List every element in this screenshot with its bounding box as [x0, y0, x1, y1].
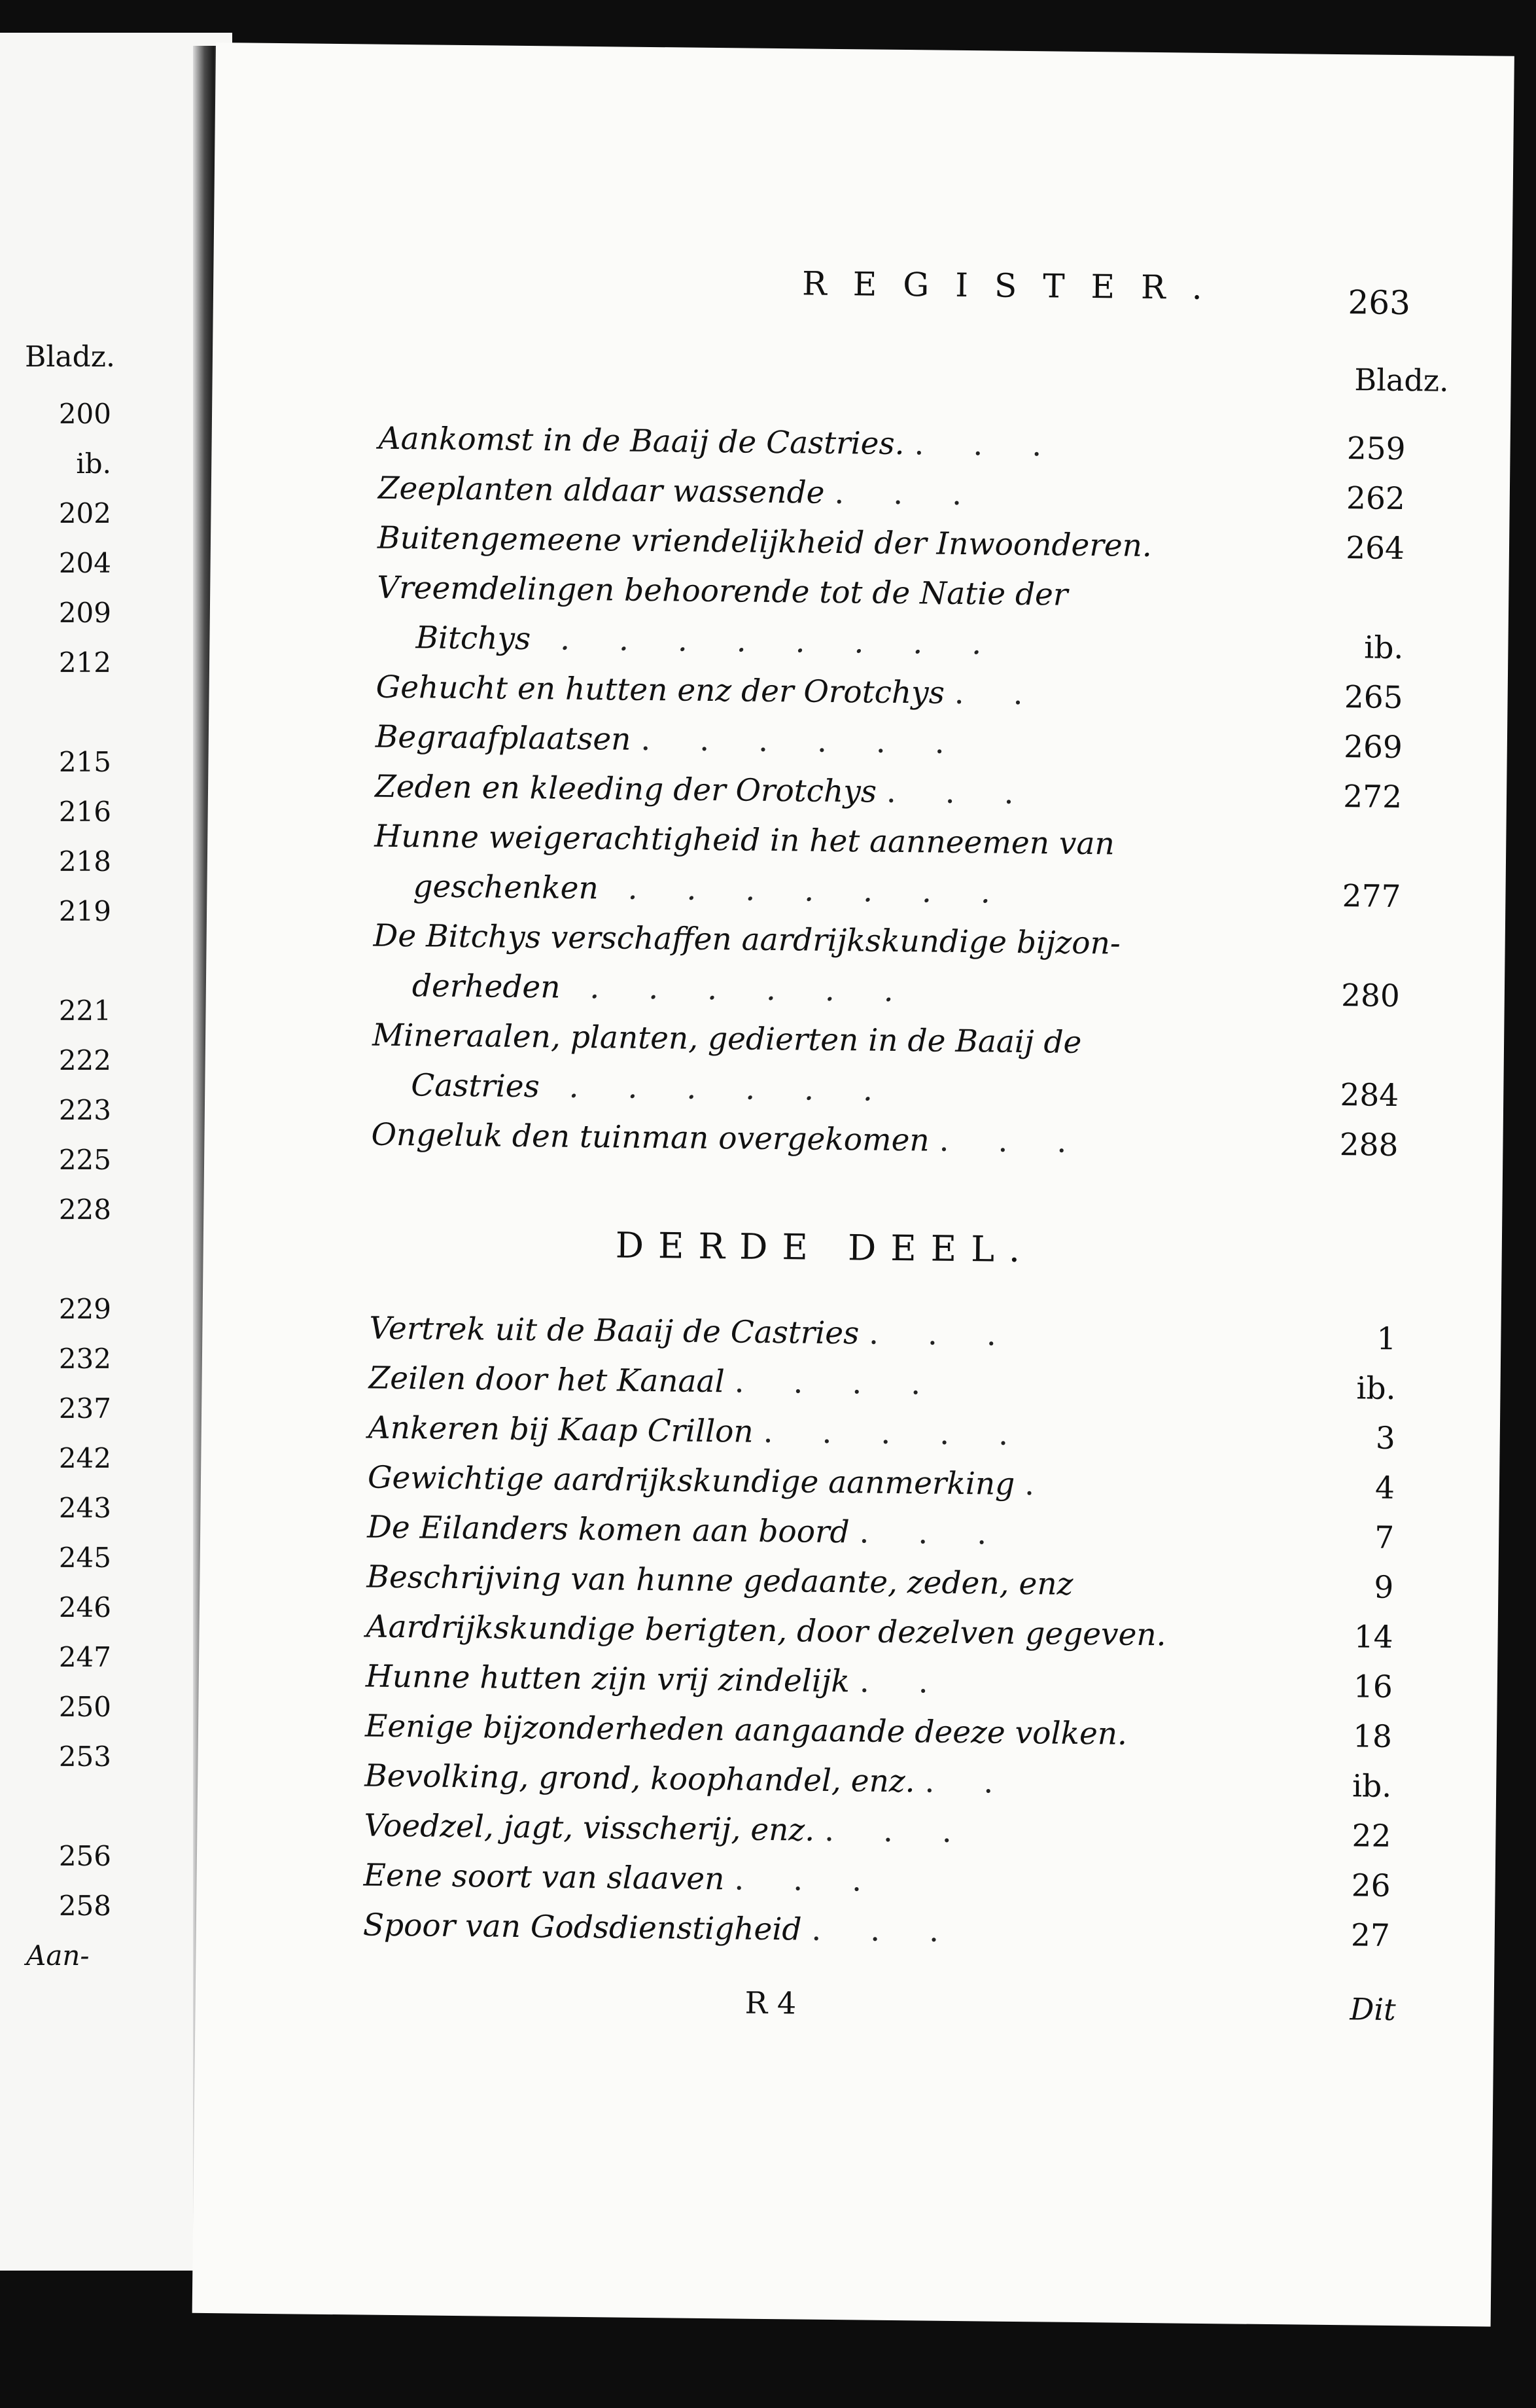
entry-text: Begraafplaatsen	[375, 718, 631, 758]
entry-text: De Eilanders komen aan boord	[366, 1509, 850, 1551]
entry-continuation-text: geschenken	[413, 868, 599, 907]
leader-dots: . . . .	[734, 1364, 941, 1402]
left-page-number: 243	[58, 1492, 111, 1524]
signature-mark: R 4	[744, 1985, 797, 2021]
entry-page: 272	[1343, 779, 1403, 816]
entry-text: Zeden en kleeding der Orotchys	[374, 768, 877, 810]
entry-text: Aardrijkskundige berigten, door dezelven gegeven.	[366, 1608, 1166, 1654]
leader-dots: . . .	[811, 1911, 959, 1950]
entry-text: Eenige bijzonderheden aangaande deeze volken.	[364, 1708, 1128, 1752]
left-page-number: 250	[58, 1691, 111, 1723]
entry-text: Aankomst in de Baaij de Castries.	[378, 420, 905, 463]
entry-page: 269	[1343, 729, 1403, 766]
entry-text: Vertrek uit de Baaij de Castries	[369, 1310, 860, 1352]
leader-dots: . . .	[834, 474, 982, 513]
entry-page: 14	[1353, 1619, 1393, 1656]
entry-text: Gehucht en hutten enz der Orotchys	[375, 669, 945, 711]
register-entry	[376, 563, 1431, 674]
register-entry	[362, 1901, 1416, 1962]
left-page-number: 215	[58, 746, 111, 778]
entry-page: 262	[1346, 480, 1406, 518]
leader-dots: . . .	[886, 773, 1034, 812]
left-page-number-column	[26, 389, 111, 1981]
register-entry	[372, 1011, 1426, 1122]
leader-dots: . . .	[868, 1315, 1017, 1353]
left-page-number: 247	[58, 1641, 111, 1673]
left-page-number: 222	[58, 1044, 111, 1076]
entry-page: 22	[1352, 1818, 1391, 1854]
entry-continuation	[373, 961, 1296, 1021]
left-page-number: 204	[58, 547, 111, 579]
entry-text: Hunne weigerachtigheid in het aanneemen van	[374, 818, 1115, 862]
leader-dots: . . .	[859, 1514, 1007, 1552]
entry-text: Beschrijving van hunne gedaante, zeden, enz	[366, 1559, 1073, 1602]
leader-dots: . . .	[939, 1122, 1087, 1161]
entry-continuation-text: Bitchys	[415, 620, 531, 658]
entry-text: Buitengemeene vriendelijkheid der Inwoonderen.	[377, 520, 1153, 565]
left-page-number: 221	[58, 995, 111, 1027]
register-list	[371, 414, 1432, 1171]
entry-text: Ankeren bij Kaap Crillon	[368, 1409, 754, 1450]
catchword: Dit	[1350, 1991, 1396, 2028]
register-entry	[374, 812, 1428, 923]
page-title: REGISTER.	[801, 264, 1229, 308]
entry-continuation-text: derheden	[411, 968, 561, 1006]
entry-page: 277	[1342, 878, 1401, 915]
entry-page: 27	[1350, 1917, 1391, 1954]
left-page-number: 200	[58, 398, 111, 430]
page-number: 263	[1348, 283, 1411, 323]
left-page-number: 216	[58, 796, 111, 828]
leader-dots: . . . . . .	[539, 1069, 893, 1108]
left-page-number: 225	[58, 1144, 111, 1176]
entry-page: 264	[1345, 530, 1405, 567]
entry-text: Gewichtige aardrijkskundige aanmerking	[367, 1459, 1015, 1502]
leader-dots: . . . . .	[763, 1413, 1028, 1453]
entry-page: 1	[1376, 1320, 1397, 1358]
left-page-number: 246	[58, 1591, 111, 1623]
register-list-part3	[362, 1304, 1422, 1962]
left-page-number: 253	[58, 1741, 111, 1773]
left-page-column-header: Bladz.	[25, 340, 115, 374]
entry-text: De Bitchys verschaffen aardrijkskundige bijzon-	[373, 917, 1121, 962]
left-page-number: 245	[58, 1542, 111, 1574]
entry-text: Zeilen door het Kanaal	[368, 1360, 725, 1400]
entry-page: 26	[1351, 1868, 1391, 1904]
entry-text: Zeeplanten aldaar wassende	[377, 470, 825, 511]
entry-text: Vreemdelingen behoorende tot de Natie der	[377, 569, 1068, 613]
left-page-catchword: Aan-	[26, 1939, 90, 1972]
leader-dots: .	[1024, 1466, 1055, 1503]
right-page	[192, 43, 1514, 2327]
entry-page: 3	[1375, 1420, 1396, 1457]
entry-text: Spoor van Godsdienstigheid	[362, 1907, 802, 1948]
left-page-number: 237	[58, 1392, 111, 1425]
entry-continuation-text: Castries	[411, 1067, 540, 1105]
leader-dots: . . . . . .	[560, 969, 914, 1010]
leader-dots: . . . . . . .	[598, 870, 1011, 911]
left-page-number: 223	[58, 1094, 111, 1126]
left-page-number: 218	[58, 845, 111, 877]
entry-continuation	[376, 613, 1299, 673]
leader-dots: . . .	[914, 426, 1062, 464]
leader-dots: . .	[954, 675, 1043, 713]
entry-continuation	[374, 862, 1297, 921]
register-entry	[371, 1110, 1425, 1171]
entry-continuation	[372, 1061, 1295, 1120]
left-page-number: 228	[58, 1194, 111, 1226]
left-page-number: 242	[58, 1442, 111, 1474]
entry-text: Mineraalen, planten, gedierten in de Baaij de	[372, 1017, 1082, 1061]
entry-page: 280	[1340, 978, 1401, 1015]
leader-dots: . . .	[734, 1861, 882, 1899]
entry-page: 288	[1339, 1127, 1399, 1164]
left-page-number: 219	[58, 895, 111, 927]
leader-dots: . . .	[824, 1812, 972, 1850]
entry-page: ib.	[1364, 629, 1404, 667]
entry-text: Ongeluk den tuinman overgekomen	[371, 1116, 930, 1159]
column-header: Bladz.	[1354, 362, 1449, 398]
left-page-number: 202	[58, 497, 111, 529]
register-entry	[373, 912, 1427, 1022]
left-page-number: 212	[58, 646, 111, 679]
left-page-number: ib.	[76, 448, 111, 480]
entry-page: 16	[1353, 1669, 1393, 1705]
entry-text: Voedzel, jagt, visscherij, enz.	[364, 1807, 815, 1849]
leader-dots: . .	[924, 1763, 1013, 1801]
left-page-number: 229	[58, 1293, 111, 1325]
entry-page: 259	[1346, 431, 1406, 468]
entry-page: 7	[1374, 1519, 1395, 1556]
entry-text: Eene soort van slaaven	[363, 1857, 725, 1898]
section-heading: DERDE DEEL.	[615, 1224, 1035, 1271]
leader-dots: . . . . . . . .	[530, 621, 1002, 662]
left-page-number: 256	[58, 1840, 111, 1872]
entry-page: 265	[1344, 679, 1403, 717]
left-page-number: 209	[58, 597, 111, 629]
entry-page: 4	[1374, 1470, 1395, 1506]
leader-dots: . . . . . .	[640, 721, 965, 762]
entry-text: Bevolking, grond, koophandel, enz.	[364, 1758, 915, 1800]
left-page-number: 232	[58, 1343, 111, 1375]
entry-text: Hunne hutten zijn vrij zindelijk	[365, 1658, 850, 1700]
entry-page: 284	[1340, 1077, 1399, 1114]
leader-dots: . .	[859, 1663, 949, 1701]
running-head	[580, 262, 1457, 323]
entry-page: ib.	[1352, 1768, 1392, 1805]
entry-page: 18	[1352, 1718, 1393, 1755]
entry-page: ib.	[1356, 1370, 1396, 1407]
left-page-number: 258	[58, 1890, 111, 1922]
entry-page: 9	[1374, 1569, 1394, 1606]
